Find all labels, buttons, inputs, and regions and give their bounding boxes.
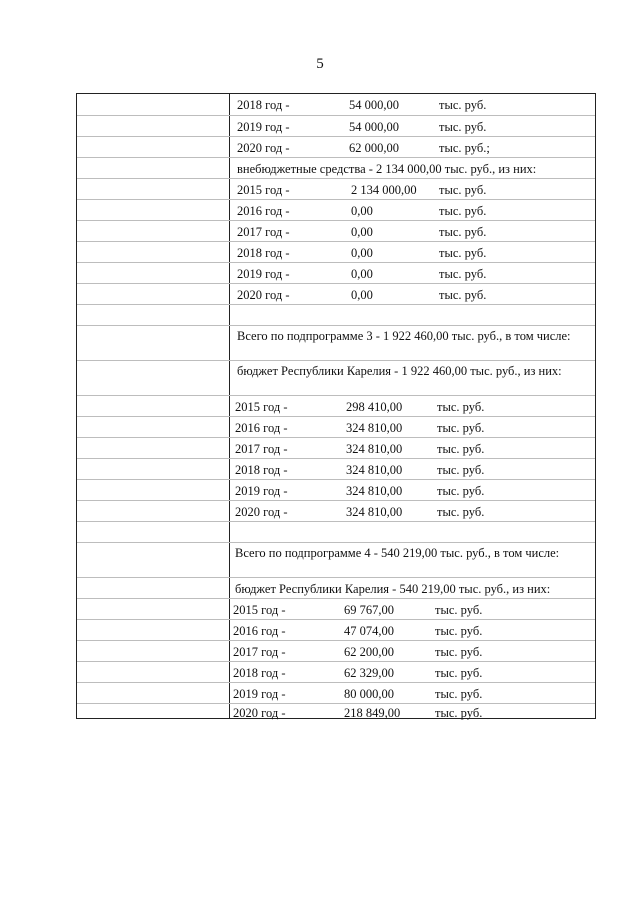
year-label: 2019 год - (237, 267, 290, 281)
unit-label: тыс. руб. (437, 442, 485, 456)
year-label: 2016 год - (235, 421, 288, 435)
table-row (77, 115, 595, 136)
year-label: 2020 год - (235, 505, 288, 519)
amount-value: 69 767,00 (344, 603, 394, 617)
amount-value: 324 810,00 (346, 463, 403, 477)
amount-value: 62 000,00 (349, 141, 399, 155)
amount-value: 324 810,00 (346, 421, 403, 435)
table-row (77, 136, 595, 157)
subprogram-total: Всего по подпрограмме 3 - 1 922 460,00 тыс. руб., в том числе: (237, 329, 571, 343)
table-row (77, 598, 595, 619)
unit-label: тыс. руб. (439, 288, 487, 302)
table-row (77, 178, 595, 199)
year-label: 2015 год - (235, 400, 288, 414)
unit-label: тыс. руб. (437, 505, 485, 519)
spacer-row (77, 304, 595, 325)
unit-label: тыс. руб. (437, 421, 485, 435)
year-label: 2017 год - (237, 225, 290, 239)
amount-value: 0,00 (351, 267, 373, 281)
section-heading: бюджет Республики Карелия - 540 219,00 тыс. руб., из них: (235, 582, 551, 596)
table-row (77, 458, 595, 479)
subprogram-total: Всего по подпрограмме 4 - 540 219,00 тыс. руб., в том числе: (235, 546, 560, 560)
table-row (77, 199, 595, 220)
unit-label: тыс. руб. (439, 246, 487, 260)
amount-value: 324 810,00 (346, 505, 403, 519)
amount-value: 218 849,00 (344, 706, 401, 720)
year-label: 2015 год - (233, 603, 286, 617)
unit-label: тыс. руб. (437, 484, 485, 498)
unit-label: тыс. руб. (439, 267, 487, 281)
year-label: 2019 год - (233, 687, 286, 701)
year-label: 2020 год - (237, 288, 290, 302)
year-label: 2019 год - (235, 484, 288, 498)
unit-label: тыс. руб.; (439, 141, 490, 155)
table-row (77, 703, 595, 719)
table-row (77, 619, 595, 640)
year-label: 2017 год - (235, 442, 288, 456)
table-row (77, 283, 595, 304)
unit-label: тыс. руб. (439, 183, 487, 197)
unit-label: тыс. руб. (439, 204, 487, 218)
section-heading: бюджет Республики Карелия - 1 922 460,00 тыс. руб., из них: (237, 364, 562, 378)
amount-value: 0,00 (351, 246, 373, 260)
section-heading: внебюджетные средства - 2 134 000,00 тыс. руб., из них: (237, 162, 537, 176)
unit-label: тыс. руб. (439, 225, 487, 239)
unit-label: тыс. руб. (439, 120, 487, 134)
unit-label: тыс. руб. (435, 645, 483, 659)
table-row (77, 640, 595, 661)
unit-label: тыс. руб. (435, 706, 483, 720)
year-label: 2018 год - (233, 666, 286, 680)
amount-value: 80 000,00 (344, 687, 394, 701)
table-row (77, 479, 595, 500)
amount-value: 62 200,00 (344, 645, 394, 659)
unit-label: тыс. руб. (439, 98, 487, 112)
table-row (77, 262, 595, 283)
table-row (77, 220, 595, 241)
table-row (77, 241, 595, 262)
table-row (77, 94, 595, 114)
amount-value: 54 000,00 (349, 98, 399, 112)
year-label: 2015 год - (237, 183, 290, 197)
unit-label: тыс. руб. (437, 400, 485, 414)
unit-label: тыс. руб. (437, 463, 485, 477)
table-row (77, 395, 595, 416)
year-label: 2020 год - (237, 141, 290, 155)
year-label: 2016 год - (233, 624, 286, 638)
unit-label: тыс. руб. (435, 624, 483, 638)
year-label: 2017 год - (233, 645, 286, 659)
amount-value: 0,00 (351, 288, 373, 302)
table-row (77, 500, 595, 521)
table-row (77, 542, 595, 577)
page-number: 5 (316, 56, 324, 72)
amount-value: 47 074,00 (344, 624, 394, 638)
unit-label: тыс. руб. (435, 603, 483, 617)
year-label: 2020 год - (233, 706, 286, 720)
amount-value: 298 410,00 (346, 400, 403, 414)
unit-label: тыс. руб. (435, 666, 483, 680)
amount-value: 324 810,00 (346, 484, 403, 498)
funding-table (76, 93, 596, 719)
table-row (77, 157, 595, 178)
year-label: 2016 год - (237, 204, 290, 218)
amount-value: 62 329,00 (344, 666, 394, 680)
unit-label: тыс. руб. (435, 687, 483, 701)
year-label: 2018 год - (237, 246, 290, 260)
table-row (77, 682, 595, 703)
table-row (77, 661, 595, 682)
amount-value: 54 000,00 (349, 120, 399, 134)
table-row (77, 325, 595, 360)
year-label: 2019 год - (237, 120, 290, 134)
year-label: 2018 год - (235, 463, 288, 477)
amount-value: 0,00 (351, 225, 373, 239)
year-label: 2018 год - (237, 98, 290, 112)
amount-value: 0,00 (351, 204, 373, 218)
table-row (77, 360, 595, 395)
table-row (77, 577, 595, 598)
table-row (77, 437, 595, 458)
table-row (77, 416, 595, 437)
spacer-row (77, 521, 595, 542)
amount-value: 324 810,00 (346, 442, 403, 456)
amount-value: 2 134 000,00 (351, 183, 417, 197)
